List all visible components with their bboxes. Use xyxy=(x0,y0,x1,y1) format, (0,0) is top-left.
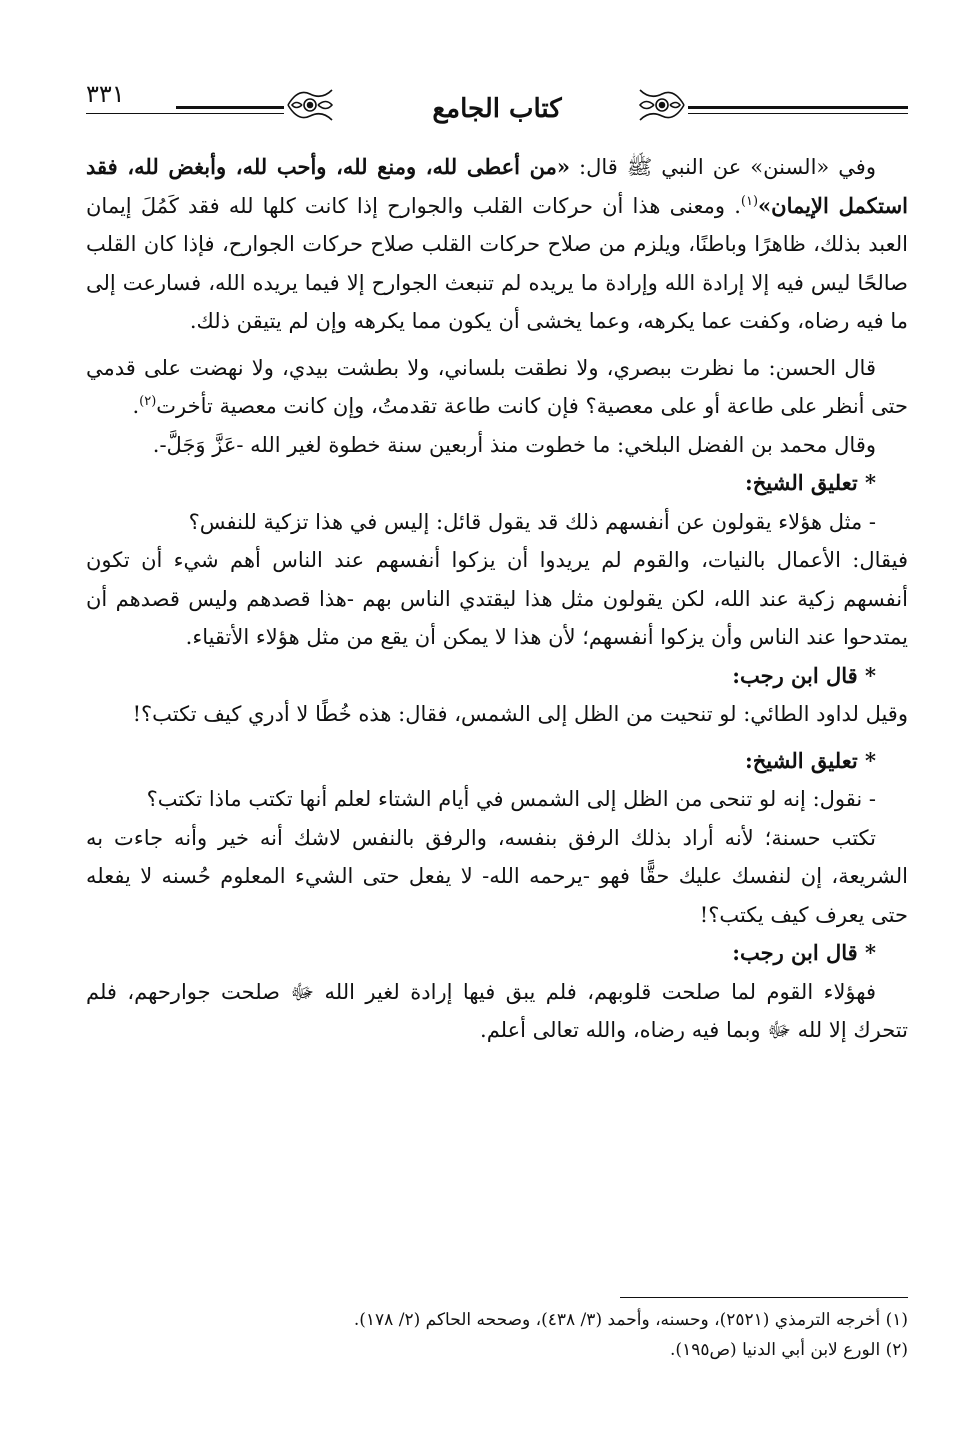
header-rule-left xyxy=(176,106,284,109)
page-header xyxy=(86,80,908,130)
ornament-right-icon xyxy=(636,80,688,130)
header-rule-right-thin xyxy=(688,113,908,114)
p1-rest: . ومعنى هذا أن حركات القلب والجوارح إذا كانت كلها لله فقد كَمُلَ إيمان العبد بذلك، ظاهرًا وباطنًا، ويلزم من صلاح حركات القلب صلاح حركات الجوارح، فإذا كان القلب صالحًا ليس فيه إلا إرادة الله وإرادة ما يريده لم تنبعث الجوارح إلا فيما يريده الله، فسارعت إلى ما فيه رضاه، وكفت عما يكرهه، وعما يخشى أن يكون مما يكرهه وإن لم يتيقن ذلك. xyxy=(86,193,908,333)
footnote-1: (١) أخرجه الترمذي (٢٥٢١)، وحسنه، وأحمد (٣/ ٤٣٨)، وصححه الحاكم (٢/ ١٧٨). xyxy=(353,1310,908,1330)
paragraph-5: فيقال: الأعمال بالنيات، والقوم لم يريدوا أن يزكوا أنفسهم عند الناس أهم شيء أن تكون أنفسهم زكية عند الله، لكن يقولون مثل هذا ليقتدي الناس بهم -هذا قصدهم وليس قصدهم أن يمتدحوا عند الناس وأن يزكوا أنفسهم؛ لأن هذا لا يمكن أن يقع من مثل هؤلاء الأتقياء. xyxy=(86,548,908,649)
page-number: ٣٣١ xyxy=(86,80,125,108)
page-body xyxy=(86,148,908,1050)
paragraph-7: - نقول: إنه لو تنحى من الظل إلى الشمس في أيام الشتاء لعلم أنها تكتب ماذا تكتب؟ xyxy=(146,787,876,811)
paragraph-3: وقال محمد بن الفضل البلخي: ما خطوت منذ أربعين سنة خطوة لغير الله -عَزَّ وَجَلَّ-. xyxy=(152,432,876,457)
p2-text: قال الحسن: ما نظرت ببصري، ولا نطقت بلساني، ولا بطشت بيدي، ولا نهضت على قدمي حتى أنظر على طاعة أو على معصية؟ فإن كانت طاعة تقدمتُ، وإن كانت معصية تأخرت xyxy=(86,355,908,418)
heading-sheikh-comment-1: * تعليق الشيخ: xyxy=(745,470,876,495)
paragraph-6: وقيل لداود الطائي: لو تنحيت من الظل إلى الشمس، فقال: هذه خُطًا لا أدري كيف تكتب؟! xyxy=(132,702,908,726)
footnote-2: (٢) الورع لابن أبي الدنيا (ص١٩٥). xyxy=(670,1340,908,1360)
paragraph-4: - مثل هؤلاء يقولون عن أنفسهم ذلك قد يقول قائل: إليس في هذا تزكية للنفس؟ xyxy=(188,509,876,534)
heading-ibn-rajab-1: * قال ابن رجب: xyxy=(732,662,876,688)
running-title: كتاب الجامع xyxy=(432,94,562,124)
footnote-ref-2[interactable]: (٢) xyxy=(139,394,157,409)
paragraph-8: تكتب حسنة؛ لأنه أراد بذلك الرفق بنفسه، والرفق بالنفس لاشك أنه خير وأنه جاءت به الشريعة، إن لنفسك عليك حقًّا فهو -يرحمه الله- لا يفعل حتى الشيء المعلوم حُسنه لا يفعله حتى يعرف كيف يكتب؟! xyxy=(86,825,908,927)
footnote-divider xyxy=(620,1297,908,1298)
paragraph-9: فهؤلاء القوم لما صلحت قلوبهم، فلم يبق فيها إرادة لغير الله ﷻ صلحت جوارحهم، فلم تتحرك إلا لله ﷻ وبما فيه رضاه، والله تعالى أعلم. xyxy=(86,979,908,1042)
hadith-quote: «من أعطى لله، ومنع لله، وأحب لله، وأبغض لله، فقد استكمل الإيمان» xyxy=(86,154,908,218)
p1-intro: وفي «السنن» عن النبي ﷺ قال: xyxy=(569,155,876,179)
header-rule-right xyxy=(688,106,908,109)
heading-ibn-rajab-2: * قال ابن رجب: xyxy=(732,940,876,965)
heading-sheikh-comment-2: * تعليق الشيخ: xyxy=(745,747,876,773)
footnote-ref-1[interactable]: (١) xyxy=(740,193,759,209)
ornament-left-icon xyxy=(284,80,336,130)
footnotes xyxy=(86,1305,908,1365)
header-rule-left-thin xyxy=(86,113,284,114)
p2-end: . xyxy=(132,394,140,418)
paragraph-2 xyxy=(86,349,908,426)
paragraph-1 xyxy=(86,148,908,341)
